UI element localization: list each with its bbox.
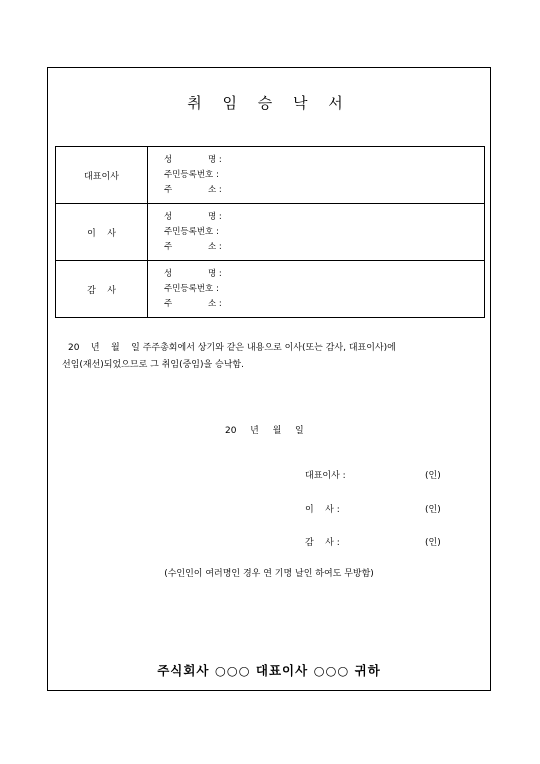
name-label-end: 명 : — [208, 211, 222, 222]
address-label-end: 소 : — [208, 298, 222, 309]
fields-cell — [148, 204, 485, 261]
document-frame — [47, 67, 491, 691]
name-label: 성 — [164, 268, 173, 279]
addressee-line: 주식회사 ○○○ 대표이사 ○○○ 귀하 — [157, 663, 381, 678]
role-cell: 이 사 — [56, 204, 148, 261]
address-label-end: 소 : — [208, 241, 222, 252]
seal-mark: (인) — [425, 505, 441, 515]
rrn-label: 주민등록번호 : — [164, 283, 219, 294]
address-label: 주 — [164, 298, 173, 309]
role-cell: 대표이사 — [56, 147, 148, 204]
signature-label: 감 사 : — [305, 538, 340, 548]
seal-mark: (인) — [425, 538, 441, 548]
name-label-end: 명 : — [208, 154, 222, 165]
address-label: 주 — [164, 184, 173, 195]
officer-table — [55, 146, 485, 318]
rrn-label: 주민등록번호 : — [164, 169, 219, 180]
statement-line: 선임(재선)되었으므로 그 취임(중임)을 승낙함. — [62, 360, 244, 370]
role-cell: 감 사 — [56, 261, 148, 318]
seal-mark: (인) — [425, 471, 441, 481]
signature-label: 대표이사 : — [305, 471, 346, 481]
name-label: 성 — [164, 211, 173, 222]
signature-label: 이 사 : — [305, 505, 340, 515]
date-line: 20 년 월 일 — [225, 426, 304, 436]
name-label-end: 명 : — [208, 268, 222, 279]
fields-cell — [148, 261, 485, 318]
statement-paragraph — [62, 340, 480, 374]
document-title: 취 임 승 낙 서 — [187, 94, 351, 112]
note-text: (수인인이 여러명인 경우 연 기명 날인 하여도 무방함) — [164, 569, 374, 579]
table-row — [56, 204, 485, 261]
statement-line: 20 년 월 일 주주총회에서 상기와 같은 내용으로 이사(또는 감사, 대표이사)에 — [68, 343, 396, 353]
table-row — [56, 261, 485, 318]
address-label: 주 — [164, 241, 173, 252]
fields-cell — [148, 147, 485, 204]
address-label-end: 소 : — [208, 184, 222, 195]
table-row — [56, 147, 485, 204]
name-label: 성 — [164, 154, 173, 165]
rrn-label: 주민등록번호 : — [164, 226, 219, 237]
